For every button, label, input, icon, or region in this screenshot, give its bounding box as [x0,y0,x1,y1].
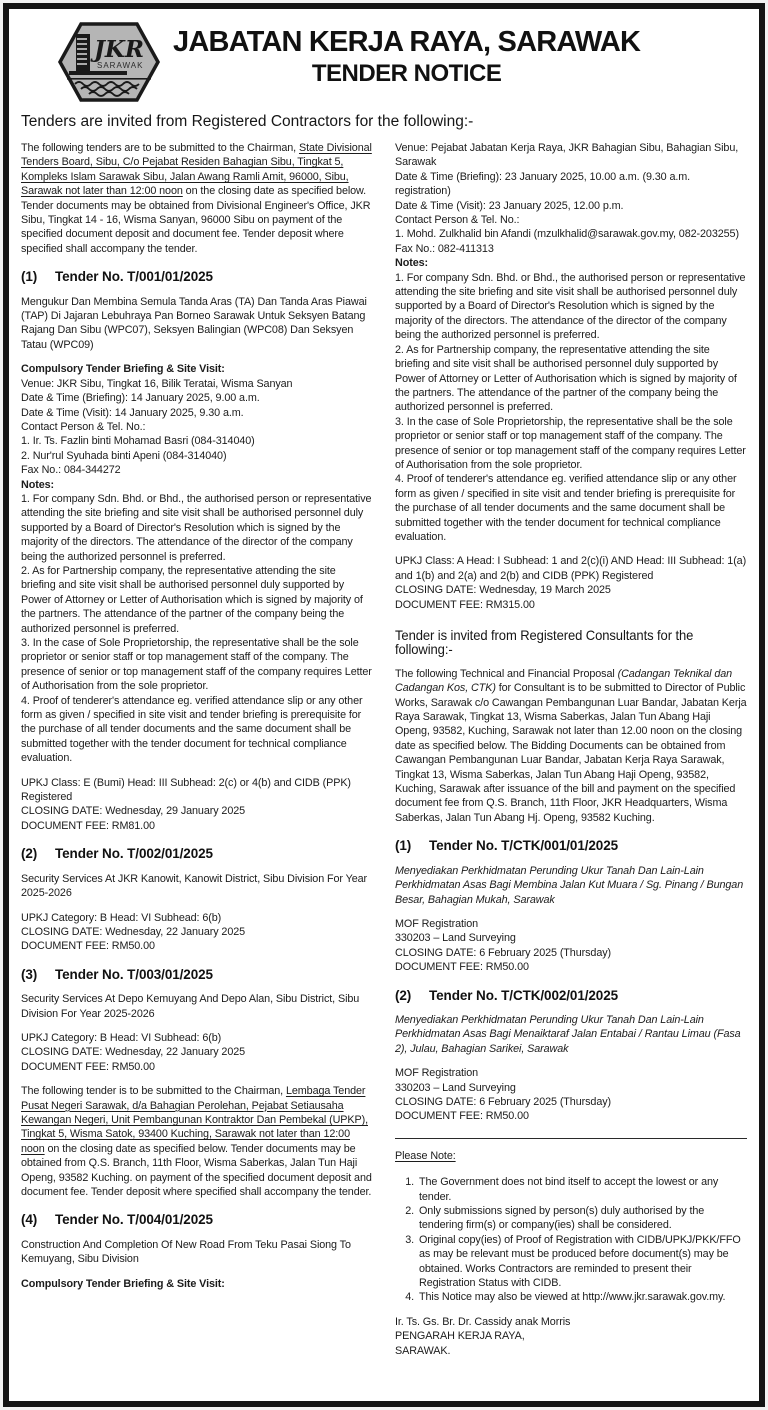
text-line [395,1344,747,1358]
lines-block [395,917,747,975]
text-segment: Date & Time (Visit): 14 January 2025, 9.30 a.m. [21,406,244,419]
text-segment: UPKJ Class: E (Bumi) Head: III Subhead: 2(c) or 4(b) and CIDB (PPK) Registered [21,776,351,804]
text-segment: Compulsory Tender Briefing & Site Visit: [21,1277,225,1290]
logo-jkr-text: JKR [94,36,144,63]
text-segment: Compulsory Tender Briefing & Site Visit: [21,363,225,376]
paragraph [21,992,373,1021]
tender-heading [395,839,747,853]
consultants-intro: Tender is invited from Registered Consultants for the following:- [395,627,694,658]
header [17,15,751,103]
lines-block [21,1031,373,1074]
text-line [21,564,373,636]
text-segment: Menyediakan Perkhidmatan Perunding Ukur Tanah Dan Lain-Lain Perkhidmatan Asas Bagi Membina Jalan Kut Muara / Sg. Pinang / Bungan Besar, Bahagian Mukah, Sarawak [395,864,744,906]
text-segment: PENGARAH KERJA RAYA, [395,1330,525,1343]
text-line [395,554,747,583]
text-line [395,415,747,473]
text-segment: Date & Time (Briefing): 14 January 2025, 9.00 a.m. [21,392,260,405]
text-segment: Date & Time (Briefing): 23 January 2025, 10.00 a.m. (9.30 a.m. registration) [395,170,691,198]
paragraph [21,1084,373,1199]
text-segment: Ir. Ts. Gs. Br. Dr. Cassidy anak Morris [395,1315,571,1328]
tender-heading [21,847,373,861]
text-segment: DOCUMENT FEE: RM50.00 [395,961,529,974]
text-segment: DOCUMENT FEE: RM50.00 [21,940,155,953]
text-line [21,939,373,953]
text-line [395,472,747,544]
text-segment: Security Services At Depo Kemuyang And Depo Alan, Sibu District, Sibu Division For Year 2025-2026 [21,993,360,1020]
note-item: 4. This Notice may also be viewed at http://www.jkr.sarawak.gov.my. [417,1290,747,1304]
text-segment: on the closing date as specified below. Tender documents may be obtained from Q.S. Branch, 11th Floor, Wisma Saberkas, Jalan Tun Haji Openg, 93582 Kuching. on payment of the specified document deposit and document fee. Tender deposit where specified shall accompany the tender. [21,1142,372,1198]
text-line [395,946,747,960]
text-segment: 1. Mohd. Zulkhalid bin Afandi (mzulkhalid@sarawak.gov.my, 082-203255) [395,228,739,241]
text-line [21,463,373,477]
text-line [395,271,747,343]
logo-sarawak-text: SARAWAK [97,61,144,70]
text-segment: UPKJ Category: B Head: VI Subhead: 6(b) [21,1031,222,1044]
text-segment: (Cadangan Teknikal dan Cadangan Kos, CTK) [395,667,733,695]
text-line [395,960,747,974]
text-line [395,1109,747,1123]
paragraph [395,864,747,907]
text-line [21,1031,373,1045]
text-line [395,141,747,170]
text-line [395,931,747,945]
text-line [21,362,373,376]
jkr-logo [57,21,161,103]
paragraph [21,141,373,256]
text-segment: on the closing date as specified below. Tender documents may be obtained from Divisional Engineer's Office, JKR Sibu, Tingkat 14 - 16, Wisma Sanyan, 96000 Sibu on payment of the specified document deposit and document fee. Tender deposit where specified shall accompany the tender. [21,185,371,255]
please-note-list [395,1175,747,1305]
paragraph [395,667,747,825]
right-column [395,141,747,1387]
text-line [21,420,373,434]
lines-block [395,141,747,544]
text-line [21,449,373,463]
tender-heading [21,968,373,982]
text-segment: The following Technical and Financial Proposal [395,667,618,680]
text-segment: Lembaga Tender Pusat Negeri Sarawak, d/a Bahagian Perolehan, Pejabat Setiausaha Kewangan Negeri, Unit Pembangunan Kontraktor Dan Pembekal (UPKP), Tingkat 5, Wisma Satok, 93400 Kuching, Sarawak not later than 12:00 noon [21,1085,368,1155]
note-item: 2. Only submissions signed by person(s) duly authorised by the tendering firm(s) or company(ies) shall be considered. [417,1204,747,1233]
header-text [173,19,640,88]
lines-block [21,1277,373,1291]
text-segment: DOCUMENT FEE: RM81.00 [21,819,155,832]
text-segment: DOCUMENT FEE: RM50.00 [21,1060,155,1073]
lines-block [21,911,373,954]
divider [395,1138,747,1139]
text-segment: CLOSING DATE: Wednesday, 29 January 2025 [21,805,246,818]
text-segment: CLOSING DATE: 6 February 2025 (Thursday) [395,946,612,959]
text-segment: UPKJ Category: B Head: VI Subhead: 6(b) [21,911,222,924]
lines-block [395,1066,747,1124]
paragraph [395,1013,747,1056]
text-line [395,1149,747,1163]
tender-number-title: Tender No. T/003/01/2025 [55,966,213,982]
text-line [395,199,747,213]
text-segment: Security Services At JKR Kanowit, Kanowit District, Sibu Division For Year 2025-2026 [21,872,368,900]
text-line [395,1329,747,1343]
contractors-intro: Tenders are invited from Registered Contractors for the following:- [21,113,474,130]
text-segment: 3. In the case of Sole Proprietorship, the representative shall be the sole proprietor or senior staff or top management staff of the company. The presence of senior or top management staff of the company requires Letter of Authorisation from the sole proprietor. [395,415,746,471]
text-segment: DOCUMENT FEE: RM315.00 [395,598,535,611]
tender-number-title: Tender No. T/004/01/2025 [55,1212,213,1228]
text-segment: 2. As for Partnership company, the representative attending the site briefing and site visit shall be authorised personnel duly supported by Power of Attorney or Letter of Authorisation which is signed by majority of the partners. The attendance of the partner of the company being the authorized personnel is preferred. [21,564,363,635]
text-line [395,598,747,612]
lines-block [395,1315,747,1358]
text-line [395,343,747,415]
text-line [395,256,747,270]
text-line [395,1066,747,1080]
tender-number-index: (4) [21,1212,38,1228]
logo-base-bar [69,71,127,75]
tender-heading [21,1213,373,1227]
text-line [21,406,373,420]
text-segment: CLOSING DATE: Wednesday, 19 March 2025 [395,584,611,597]
text-segment: The following tender is to be submitted to the Chairman, [21,1085,286,1098]
text-line [21,911,373,925]
text-segment: Notes: [395,257,428,270]
text-line [21,478,373,492]
tender-number-index: (1) [21,269,38,285]
text-segment: DOCUMENT FEE: RM50.00 [395,1110,529,1123]
paragraph [21,1238,373,1267]
note-item: 3. Original copy(ies) of Proof of Registration with CIDB/UPKJ/PKK/FFO as may be relevant must be produced before document(s) may be obtained. Works Contractors are reminded to present their Registration Status with CIDB. [417,1233,747,1291]
text-segment: Fax No.: 084-344272 [21,464,121,477]
text-segment: The following tenders are to be submitted to the Chairman, [21,142,299,154]
text-segment: 1. For company Sdn. Bhd. or Bhd., the authorised person or representative attending the site briefing and site visit shall be authorised personnel duly supported by a Board of Director's Resolution which is signed by the majority of the directors. The attendance of the director of the company being the authorized personnel is preferred. [395,271,746,342]
text-segment: Contact Person & Tel. No.: [21,420,146,433]
text-segment: Contact Person & Tel. No.: [395,214,520,227]
columns [17,139,751,1387]
text-segment: MOF Registration [395,1067,478,1080]
tender-number-title: Tender No. T/002/01/2025 [55,846,213,862]
text-segment: 2. As for Partnership company, the representative attending the site briefing and site visit shall be authorised personnel duly supported by Power of Attorney or Letter of Authorisation which is signed by majority of the partners. The attendance of the partner of the company being the authorized personnel is preferred. [395,343,737,414]
text-line [21,925,373,939]
text-line [395,170,747,199]
text-line [395,227,747,241]
text-segment: Date & Time (Visit): 23 January 2025, 12.00 p.m. [395,199,624,212]
text-segment: for Consultant is to be submitted to Director of Public Works, Sarawak c/o Cawangan Pembangunan Luar Bandar, Jabatan Kerja Raya Sarawak, Tingkat 13, Wisma Saberkas, Jalan Tun Abang Haji Openg, 93582, Kuching, Sarawak not later than 12.00 noon on the closing date as specified below. The Bidding Documents can be obtained from Cawangan Pembangunan Luar Bandar, Jabatan Kerja Raya Sarawak, Tingkat 13, Wisma Saberkas, Jalan Tun Abang Haji Openg, 93582, Kuching, Sarawak after issuance of the bill and payment on the specified document fee from Q.S. Branch, 11th Floor, JKR Headquarters, Wisma Saberkas, Jalan Tun Abang Hj. Openg, 93582 Kuching. [395,682,747,824]
paragraph [21,295,373,353]
text-line [21,1060,373,1074]
text-segment: 4. Proof of tenderer's attendance eg. verified attendance slip or any other form as given / specified in site visit and tender briefing is prerequisite for the purchase of all tender documents and the same document shall be submitted together with the tender document for technical compliance evaluation. [395,473,737,543]
text-line [395,1315,747,1329]
text-segment: 4. Proof of tenderer's attendance eg. verified attendance slip or any other form as given / specified in site visit and tender briefing is prerequisite for the purchase of all tender documents and the same document shall be submitted together with the tender document for technical compliance evaluation. [21,694,363,765]
text-segment: Construction And Completion Of New Road From Teku Pasai Siong To Kemuyang, Sibu Division [21,1238,351,1266]
logo-base-line [67,78,151,80]
text-segment: UPKJ Class: A Head: I Subhead: 1 and 2(c)(i) AND Head: III Subhead: 1(a) and 1(b) and 2(a) and 2(b) and CIDB (PPK) Registered [395,555,747,582]
text-line [395,213,747,227]
text-segment: CLOSING DATE: Wednesday, 22 January 2025 [21,1046,246,1059]
paragraph [21,872,373,901]
text-line [395,1095,747,1109]
text-segment: Venue: JKR Sibu, Tingkat 16, Bilik Teratai, Wisma Sanyan [21,377,293,390]
text-line [21,391,373,405]
page-frame [3,3,765,1407]
text-segment: SARAWAK. [395,1344,451,1357]
text-line [21,434,373,448]
tender-number-index: (2) [21,846,38,862]
text-line [21,694,373,766]
lines-block [21,362,373,765]
tender-heading [21,270,373,284]
text-segment: MOF Registration [395,917,478,930]
tender-number-index: (1) [395,838,412,854]
text-line [21,636,373,694]
tender-number-title: Tender No. T/CTK/001/01/2025 [429,838,619,854]
page-subtitle: TENDER NOTICE [311,60,502,88]
text-segment: State Divisional Tenders Board, Sibu, C/o Pejabat Residen Bahagian Sibu, Tingkat 5, Kompleks Islam Sarawak Sibu, Jalan Awang Ramli Amit, 96000, Sibu, Sarawak not later than 12:00 noon [21,142,372,198]
text-segment: Notes: [21,478,54,491]
text-line [395,242,747,256]
lines-block [395,554,747,612]
text-line [21,804,373,818]
tender-number-title: Tender No. T/CTK/002/01/2025 [429,987,619,1003]
text-line [21,1045,373,1059]
text-line [21,377,373,391]
text-segment: CLOSING DATE: 6 February 2025 (Thursday) [395,1095,612,1108]
text-segment: Venue: Pejabat Jabatan Kerja Raya, JKR Bahagian Sibu, Bahagian Sibu, Sarawak [395,142,739,169]
lines-block [395,1149,747,1163]
text-segment: Fax No.: 082-411313 [395,242,494,255]
page-title: JABATAN KERJA RAYA, SARAWAK [173,26,641,58]
note-item: 1. The Government does not bind itself to accept the lowest or any tender. [417,1175,747,1204]
text-segment: Menyediakan Perkhidmatan Perunding Ukur Tanah Dan Lain-Lain Perkhidmatan Asas Bagi Menaiktaraf Jalan Entabai / Rantau Limau (Fasa 2), Julau, Bahagian Sarikei, Sarawak [395,1013,741,1055]
text-line [395,1081,747,1095]
text-segment: 1. For company Sdn. Bhd. or Bhd., the authorised person or representative attending the site briefing and site visit shall be authorised personnel duly supported by a Board of Director's Resolution which is signed by the majority of the directors. The attendance of the director of the company being the authorized personnel is preferred. [21,492,372,563]
left-column [21,141,373,1387]
text-segment: 330203 – Land Surveying [395,1081,516,1094]
text-line [21,492,373,564]
text-segment: 3. In the case of Sole Proprietorship, the representative shall be the sole proprietor or senior staff or top management staff of the company. The presence of senior or top management staff of the company requires Letter of Authorisation from the sole proprietor. [21,637,372,693]
text-segment: Mengukur Dan Membina Semula Tanda Aras (TA) Dan Tanda Aras Piawai (TAP) Di Jajaran Lebuhraya Pan Borneo Sarawak Untuk Seksyen Batang Rajang Dan Sibu (WPC07), Seksyen Balingian (WPC08) Dan Seksyen Tatau (WPC09) [21,295,367,351]
text-segment: 2. Nur'rul Syuhada binti Apeni (084-314040) [21,449,227,462]
text-segment: CLOSING DATE: Wednesday, 22 January 2025 [21,925,246,938]
tender-number-index: (3) [21,966,38,982]
text-segment: 330203 – Land Surveying [395,932,516,945]
tender-number-title: Tender No. T/001/01/2025 [55,269,213,285]
tender-number-index: (2) [395,987,412,1003]
text-line [21,819,373,833]
text-line [21,1277,373,1291]
text-segment: Please Note: [395,1149,456,1162]
text-line [395,917,747,931]
lines-block [21,776,373,834]
text-line [395,583,747,597]
tender-heading [395,989,747,1003]
text-line [21,776,373,805]
text-segment: 1. Ir. Ts. Fazlin binti Mohamad Basri (084-314040) [21,435,255,448]
